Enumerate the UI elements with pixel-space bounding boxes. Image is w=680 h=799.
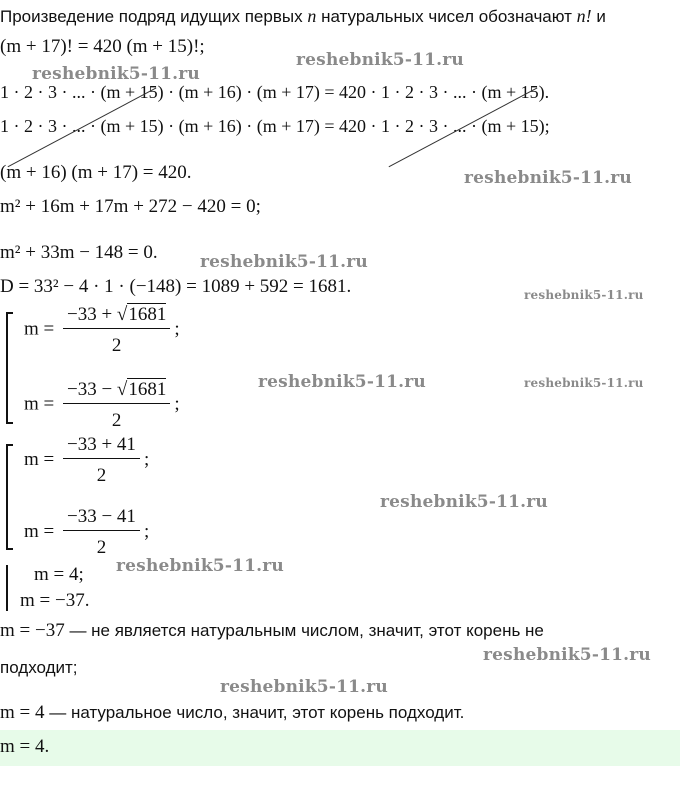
fraction (63, 303, 170, 357)
numerator: −33 − √ (67, 379, 128, 400)
answer-text: m = 4. (0, 736, 50, 757)
accept-text: — натуральное число, значит, этот корень подходит. (44, 703, 465, 722)
cancelled-left: 1 · 2 · 3 · ... · (m + 15) (0, 116, 164, 136)
intro-line (0, 6, 606, 27)
reject-line-2: подходит; (0, 658, 78, 677)
equation-2: 1 · 2 · 3 · ... · (m + 15) · (m + 16) · (m + 17) = 420 · 1 · 2 · 3 · ... · (m + 15). (0, 82, 550, 102)
denominator: 2 (111, 335, 122, 356)
equation-3-mid: · (m + 16) · (m + 17) = 420 · (163, 116, 382, 136)
numerator: −33 + 41 (63, 434, 140, 459)
equation-1: (m + 17)! = 420 (m + 15)!; (0, 36, 205, 57)
watermark: reshebnik5-11.ru (524, 376, 644, 390)
equation-4: (m + 16) (m + 17) = 420. (0, 162, 192, 183)
watermark: reshebnik5-11.ru (483, 645, 651, 665)
system-bracket-3 (6, 565, 13, 611)
watermark: reshebnik5-11.ru (524, 288, 644, 302)
intro-text: Произведение подряд идущих первых (0, 7, 303, 26)
cancelled-right: 1 · 2 · 3 · ... · (m + 15) (381, 116, 545, 136)
watermark: reshebnik5-11.ru (32, 64, 200, 84)
reject-text: — не является натуральным числом, значит, этот корень не (64, 621, 544, 640)
equation-5: m² + 16m + 17m + 272 − 420 = 0; (0, 196, 261, 217)
watermark: reshebnik5-11.ru (296, 50, 464, 70)
watermark: reshebnik5-11.ru (464, 168, 632, 188)
system-1-root-a (24, 303, 180, 357)
watermark: reshebnik5-11.ru (258, 372, 426, 392)
accept-line (0, 702, 464, 724)
semicolon: ; (174, 393, 180, 415)
fraction (63, 506, 140, 559)
system-3-root-b: m = −37. (20, 590, 90, 611)
numerator: −33 − 41 (63, 506, 140, 531)
lhs: m = (24, 393, 55, 415)
equation-discriminant: D = 33² − 4 · 1 · (−148) = 1089 + 592 = 1681. (0, 276, 352, 297)
equation-3-end: ; (544, 116, 550, 136)
lhs: m = (24, 520, 55, 542)
system-bracket-1 (6, 312, 13, 424)
system-bracket-2 (6, 444, 13, 550)
reject-line (0, 620, 544, 642)
lhs: m = (24, 318, 55, 340)
intro-text-2: натуральных чисел обозначают (321, 7, 572, 26)
fraction (63, 378, 170, 432)
system-1-root-b (24, 378, 180, 432)
watermark: reshebnik5-11.ru (116, 556, 284, 576)
lhs: m = (24, 448, 55, 470)
system-3-root-a: m = 4; (34, 564, 84, 585)
answer-box (0, 730, 680, 766)
system-2-root-a (24, 434, 149, 487)
denominator: 2 (96, 537, 107, 558)
denominator: 2 (111, 410, 122, 431)
watermark: reshebnik5-11.ru (380, 492, 548, 512)
equation-6: m² + 33m − 148 = 0. (0, 242, 158, 263)
accept-math: m = 4 (0, 702, 45, 723)
watermark: reshebnik5-11.ru (200, 252, 368, 272)
semicolon: ; (143, 448, 150, 470)
semicolon: ; (174, 318, 180, 340)
reject-math: m = −37 (0, 620, 65, 641)
semicolon: ; (143, 520, 150, 542)
denominator: 2 (96, 465, 107, 486)
intro-n-factorial: n! (576, 6, 592, 26)
radicand: 1681 (128, 304, 167, 325)
system-2-root-b (24, 506, 149, 559)
watermark: reshebnik5-11.ru (220, 677, 388, 697)
intro-text-3: и (596, 7, 606, 26)
intro-var-n: n (307, 6, 317, 26)
radicand: 1681 (128, 379, 167, 400)
numerator: −33 + √ (67, 304, 128, 325)
fraction (63, 434, 140, 487)
equation-3 (0, 116, 550, 137)
